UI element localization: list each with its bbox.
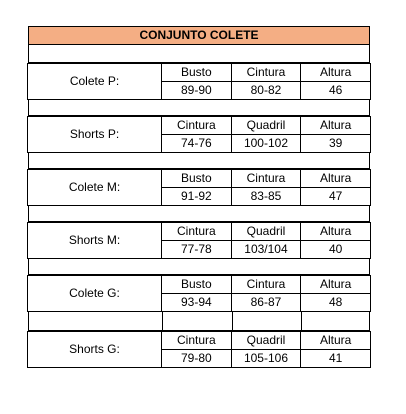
measure-header: Quadril bbox=[231, 117, 301, 135]
group-label: Colete P: bbox=[28, 64, 162, 100]
size-table bbox=[27, 169, 371, 206]
size-chart-sheet bbox=[28, 26, 370, 368]
measure-header: Cintura bbox=[231, 64, 301, 82]
size-table bbox=[27, 63, 371, 100]
blank-cell bbox=[163, 312, 233, 330]
group-label: Shorts G: bbox=[28, 332, 162, 368]
measure-header: Quadril bbox=[231, 223, 301, 241]
measure-header: Cintura bbox=[162, 117, 232, 135]
measure-value: 103/104 bbox=[231, 241, 301, 259]
measure-header: Busto bbox=[162, 170, 232, 188]
measure-value: 47 bbox=[301, 188, 371, 206]
measure-header: Cintura bbox=[162, 332, 232, 350]
measure-value: 83-85 bbox=[231, 188, 301, 206]
measure-value: 105-106 bbox=[231, 350, 301, 368]
measure-header: Quadril bbox=[231, 332, 301, 350]
measure-value: 48 bbox=[301, 294, 371, 312]
measure-value: 91-92 bbox=[162, 188, 232, 206]
measure-value: 40 bbox=[301, 241, 371, 259]
measure-header: Busto bbox=[162, 64, 232, 82]
measure-value: 80-82 bbox=[231, 82, 301, 100]
group-label: Shorts M: bbox=[28, 223, 162, 259]
spacer-row bbox=[28, 259, 370, 275]
measure-value: 89-90 bbox=[162, 82, 232, 100]
blank-grid-row bbox=[28, 312, 370, 331]
measure-value: 79-80 bbox=[162, 350, 232, 368]
spacer-row bbox=[28, 100, 370, 116]
size-table bbox=[27, 222, 371, 259]
header-row bbox=[28, 117, 371, 135]
blank-cell bbox=[29, 312, 163, 330]
spacer-row bbox=[28, 153, 370, 169]
blank-cell bbox=[233, 312, 302, 330]
measure-header: Altura bbox=[301, 117, 371, 135]
header-row bbox=[28, 332, 371, 350]
measure-header: Cintura bbox=[231, 276, 301, 294]
group-label: Shorts P: bbox=[28, 117, 162, 153]
sheet-title: CONJUNTO COLETE bbox=[28, 26, 370, 45]
spacer-row bbox=[28, 206, 370, 222]
header-row bbox=[28, 64, 371, 82]
measure-value: 39 bbox=[301, 135, 371, 153]
measure-header: Cintura bbox=[231, 170, 301, 188]
group-label: Colete M: bbox=[28, 170, 162, 206]
size-table bbox=[27, 116, 371, 153]
measure-header: Altura bbox=[301, 223, 371, 241]
measure-header: Cintura bbox=[162, 223, 232, 241]
measure-value: 77-78 bbox=[162, 241, 232, 259]
group-label: Colete G: bbox=[28, 276, 162, 312]
measure-header: Altura bbox=[301, 332, 371, 350]
blank-cell bbox=[302, 312, 371, 330]
measure-value: 41 bbox=[301, 350, 371, 368]
size-table bbox=[27, 275, 371, 312]
header-row bbox=[28, 276, 371, 294]
measure-value: 86-87 bbox=[231, 294, 301, 312]
measure-header: Altura bbox=[301, 276, 371, 294]
measure-value: 93-94 bbox=[162, 294, 232, 312]
size-groups bbox=[28, 63, 370, 368]
header-row bbox=[28, 170, 371, 188]
size-table bbox=[27, 331, 371, 368]
measure-header: Busto bbox=[162, 276, 232, 294]
header-row bbox=[28, 223, 371, 241]
measure-header: Altura bbox=[301, 170, 371, 188]
measure-value: 100-102 bbox=[231, 135, 301, 153]
measure-value: 46 bbox=[301, 82, 371, 100]
measure-value: 74-76 bbox=[162, 135, 232, 153]
spacer-row bbox=[28, 45, 370, 63]
measure-header: Altura bbox=[301, 64, 371, 82]
